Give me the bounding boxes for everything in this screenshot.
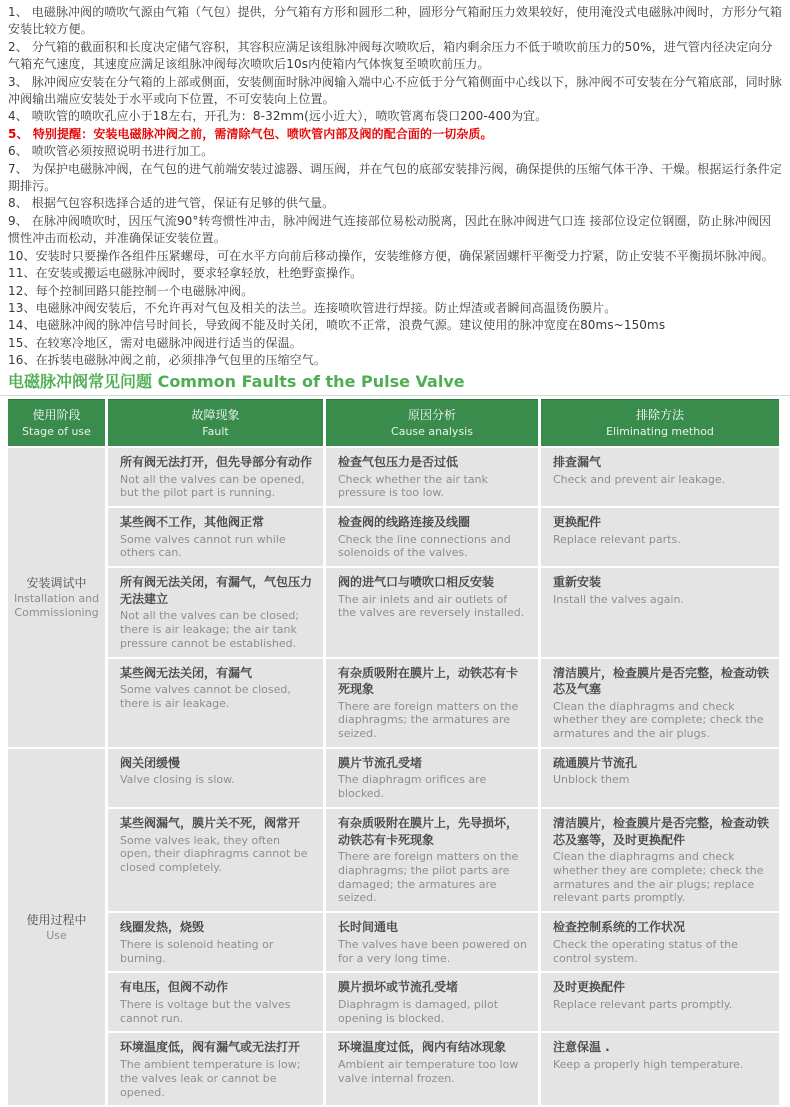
fault-zh: 某些阀漏气，膜片关不死，阀常开 bbox=[120, 816, 301, 831]
method-en: Keep a properly high temperature. bbox=[553, 1057, 744, 1071]
installation-note-warning: 5、 特别提醒：安装电磁脉冲阀之前，需清除气包、喷吹管内部及阀的配合面的一切杂质。 bbox=[8, 126, 493, 141]
cause-cell bbox=[326, 568, 538, 656]
title-divider bbox=[0, 395, 790, 396]
installation-note-4: 4、 喷吹管的喷吹孔应小于18左右，开孔为：8-32mm(远小近大），喷吹管离布袋口200-400为宜。 bbox=[8, 109, 548, 124]
fault-en: There is voltage but the valves cannot run. bbox=[120, 997, 291, 1025]
column-header-stage bbox=[8, 399, 105, 446]
table-row bbox=[8, 913, 779, 971]
header-fault-zh: 故障现象 bbox=[191, 408, 240, 422]
column-header-method bbox=[541, 399, 779, 446]
cause-en: There are foreign matters on the diaphragms; the armatures are seized. bbox=[338, 699, 519, 741]
installation-note-10: 10、安装时只要操作各组件压紧螺母，可在水平方向前后移动操作，安装维修方便，确保紧固螺杆平衡受力拧紧，防止安装不平衡损坏脉冲阀。 bbox=[8, 248, 774, 263]
installation-note-9: 9、 在脉冲阀喷吹时，因压气流90°转弯惯性冲击，脉冲阀进气连接部位易松动脱离，因此在脉冲阀进气口连 接部位设定位钢圈，防止脉冲阀因惯性冲击而松动，并准确保证安装位置。 bbox=[8, 213, 772, 246]
fault-cell bbox=[108, 508, 323, 566]
section-title: 电磁脉冲阀常见问题 Common Faults of the Pulse Valve bbox=[8, 372, 465, 391]
cause-en: Ambient air temperature too low valve internal frozen. bbox=[338, 1057, 519, 1085]
cause-zh: 有杂质吸附在膜片上，动铁芯有卡死现象 bbox=[338, 665, 519, 697]
header-cause-zh: 原因分析 bbox=[407, 408, 456, 422]
fault-zh: 有电压，但阀不动作 bbox=[120, 980, 229, 995]
fault-cell bbox=[108, 973, 323, 1031]
header-row bbox=[8, 399, 779, 446]
method-cell bbox=[541, 1033, 779, 1105]
installation-notes bbox=[8, 4, 782, 368]
installation-note-15: 15、在较寒冷地区，需对电磁脉冲阀进行适当的保温。 bbox=[8, 335, 302, 350]
cause-cell bbox=[326, 1033, 538, 1105]
method-zh: 疏通膜片节流孔 bbox=[553, 755, 638, 770]
installation-note-2: 2、 分气箱的截面积和长度决定储气容积，其容积应满足该组脉冲阀每次喷吹后，箱内剩余压力不低于喷吹前压力的50%，进气管内径决定向分气箱充气速度，其速度应满足该组脉冲阀每次喷吹后10s内使箱内气体恢复至喷吹前压力。 bbox=[8, 39, 773, 72]
fault-zh: 线圈发热，烧毁 bbox=[120, 920, 205, 935]
stage-en: Use bbox=[46, 929, 67, 942]
method-en: Clean the diaphragms and check whether they are complete; check the armatures and the air plugs; replace relevant parts promptly. bbox=[553, 850, 764, 905]
fault-en: Some valves cannot be closed, there is air leakage. bbox=[120, 683, 291, 710]
stage-cell-use bbox=[8, 749, 105, 1105]
column-header-fault bbox=[108, 399, 323, 446]
table-row bbox=[8, 659, 779, 747]
method-zh: 清洁膜片，检查膜片是否完整，检查动铁芯及塞等，及时更换配件 bbox=[553, 816, 770, 847]
cause-zh: 有杂质吸附在膜片上，先导损坏，动铁芯有卡死现象 bbox=[338, 816, 519, 847]
cause-en: The valves have been powered on for a very long time. bbox=[338, 937, 527, 965]
fault-cell bbox=[108, 568, 323, 656]
cause-en: The air inlets and air outlets of the valves are reversely installed. bbox=[338, 592, 525, 620]
table-row bbox=[8, 1033, 779, 1105]
cause-zh: 环境温度过低，阀内有结冰现象 bbox=[338, 1040, 507, 1055]
method-cell bbox=[541, 659, 779, 747]
header-stage-zh: 使用阶段 bbox=[32, 408, 81, 422]
cause-cell bbox=[326, 973, 538, 1031]
fault-cell bbox=[108, 1033, 323, 1105]
installation-note-3: 3、 脉冲阀应安装在分气箱的上部或侧面，安装侧面时脉冲阀输入端中心不应低于分气箱侧面中心线以下，脉冲阀不可安装在分气箱底部，同时脉冲阀输出端应安装处于水平或向下位置，不可安装向上位置。 bbox=[8, 74, 782, 107]
method-cell bbox=[541, 973, 779, 1031]
method-cell bbox=[541, 508, 779, 566]
stage-en: Installation and Commissioning bbox=[13, 592, 100, 620]
fault-zh: 所有阀无法关闭，有漏气，气包压力无法建立 bbox=[120, 575, 313, 606]
table-row bbox=[8, 749, 779, 807]
cause-zh: 检查气包压力是否过低 bbox=[338, 455, 459, 469]
fault-zh: 阀关闭缓慢 bbox=[120, 755, 181, 770]
installation-note-16: 16、在拆装电磁脉冲阀之前，必须排净气包里的压缩空气。 bbox=[8, 353, 326, 368]
cause-zh: 检查阀的线路连接及线圈 bbox=[338, 515, 471, 530]
header-stage-en: Stage of use bbox=[22, 425, 91, 438]
cause-zh: 阀的进气口与喷吹口相反安装 bbox=[338, 575, 495, 590]
method-en: Check the operating status of the control system. bbox=[553, 937, 738, 965]
column-header-cause bbox=[326, 399, 538, 446]
table-row bbox=[8, 508, 779, 566]
installation-note-8: 8、 根据气包容积选择合适的进气管，保证有足够的供气量。 bbox=[8, 196, 335, 211]
cause-zh: 膜片节流孔受堵 bbox=[338, 755, 423, 770]
fault-zh: 某些阀不工作，其他阀正常 bbox=[120, 515, 265, 530]
cause-en: The diaphragm orifices are blocked. bbox=[338, 773, 487, 801]
method-en: Unblock them bbox=[553, 773, 630, 787]
installation-note-11: 11、在安装或搬运电磁脉冲阀时，要求轻拿轻放，杜绝野蛮操作。 bbox=[8, 266, 363, 281]
method-zh: 排查漏气 bbox=[553, 455, 602, 469]
header-fault-en: Fault bbox=[202, 425, 229, 438]
fault-cell bbox=[108, 448, 323, 506]
common-faults-table bbox=[5, 397, 782, 1107]
header-cause-en: Cause analysis bbox=[391, 425, 473, 438]
method-cell bbox=[541, 749, 779, 807]
fault-zh: 环境温度低，阀有漏气或无法打开 bbox=[120, 1040, 301, 1055]
cause-cell bbox=[326, 659, 538, 747]
method-cell bbox=[541, 809, 779, 911]
cause-zh: 长时间通电 bbox=[338, 920, 399, 935]
fault-cell bbox=[108, 809, 323, 911]
fault-en: The ambient temperature is low; the valves leak or cannot be opened. bbox=[120, 1057, 301, 1099]
stage-zh: 使用过程中 bbox=[26, 912, 87, 927]
method-en: Clean the diaphragms and check whether they are complete; check the armatures and the air plugs. bbox=[553, 699, 764, 741]
table-row bbox=[8, 568, 779, 656]
installation-note-14: 14、电磁脉冲阀的脉冲信号时间长，导致阀不能及时关闭，喷吹不正常，浪费气源。建议使用的脉冲宽度在80ms~150ms bbox=[8, 318, 666, 333]
method-en: Install the valves again. bbox=[553, 592, 684, 606]
fault-en: There is solenoid heating or burning. bbox=[120, 937, 274, 965]
table-row bbox=[8, 973, 779, 1031]
fault-zh: 所有阀无法打开，但先导部分有动作 bbox=[120, 455, 313, 469]
installation-note-1: 1、 电磁脉冲阀的喷吹气源由气箱（气包）提供，分气箱有方形和圆形二种，圆形分气箱耐压力效果较好，使用淹没式电磁脉冲阀时，方形分气箱安装比较方便。 bbox=[8, 5, 782, 37]
fault-cell bbox=[108, 749, 323, 807]
installation-note-6: 6、 喷吹管必须按照说明书进行加工。 bbox=[8, 144, 214, 159]
method-zh: 检查控制系统的工作状况 bbox=[553, 920, 686, 935]
header-method-en: Eliminating method bbox=[606, 425, 714, 438]
method-cell bbox=[541, 448, 779, 506]
cause-zh: 膜片损坏或节流孔受堵 bbox=[338, 980, 459, 995]
cause-en: There are foreign matters on the diaphragms; the pilot parts are damaged; the armatures are seized. bbox=[338, 850, 519, 905]
method-cell bbox=[541, 913, 779, 971]
cause-cell bbox=[326, 913, 538, 971]
cause-en: Diaphragm is damaged, pilot opening is blocked. bbox=[338, 997, 499, 1025]
fault-cell bbox=[108, 659, 323, 747]
fault-cell bbox=[108, 913, 323, 971]
header-method-zh: 排除方法 bbox=[635, 408, 684, 422]
fault-en: Valve closing is slow. bbox=[120, 773, 235, 787]
method-cell bbox=[541, 568, 779, 656]
fault-zh: 某些阀无法关闭，有漏气 bbox=[120, 665, 253, 680]
fault-en: Some valves leak, they often open, their diaphragms cannot be closed completely. bbox=[120, 833, 308, 875]
fault-en: Not all the valves can be closed; there is air leakage; the air tank pressure cannot be established. bbox=[120, 609, 300, 650]
stage-cell-installation bbox=[8, 448, 105, 747]
method-zh: 注意保温 . bbox=[553, 1040, 610, 1055]
cause-en: Check whether the air tank pressure is too low. bbox=[338, 472, 488, 500]
installation-note-13: 13、电磁脉冲阀安装后，不允许再对气包及相关的法兰。连接喷吹管进行焊接。防止焊渣或者瞬间高温烫伤膜片。 bbox=[8, 300, 617, 315]
method-zh: 及时更换配件 bbox=[553, 980, 626, 995]
cause-en: Check the line connections and solenoids of the valves. bbox=[338, 532, 511, 560]
method-zh: 重新安装 bbox=[553, 575, 602, 590]
fault-en: Not all the valves can be opened, but the pilot part is running. bbox=[120, 472, 305, 500]
installation-note-7: 7、 为保护电磁脉冲阀，在气包的进气前端安装过滤器、调压阀，并在气包的底部安装排污阀，确保提供的压缩气体干净、干燥。根据运行条件定期排污。 bbox=[8, 161, 782, 194]
method-en: Replace relevant parts. bbox=[553, 532, 681, 546]
method-zh: 清洁膜片，检查膜片是否完整，检查动铁芯及气塞 bbox=[553, 665, 770, 697]
method-en: Check and prevent air leakage. bbox=[553, 472, 726, 486]
cause-cell bbox=[326, 508, 538, 566]
table-row bbox=[8, 448, 779, 506]
cause-cell bbox=[326, 749, 538, 807]
table-row bbox=[8, 809, 779, 911]
installation-note-12: 12、每个控制回路只能控制一个电磁脉冲阀。 bbox=[8, 283, 254, 298]
stage-zh: 安装调试中 bbox=[26, 575, 87, 590]
fault-en: Some valves cannot run while others can. bbox=[120, 532, 286, 560]
method-zh: 更换配件 bbox=[553, 515, 602, 530]
method-en: Replace relevant parts promptly. bbox=[553, 997, 733, 1011]
cause-cell bbox=[326, 809, 538, 911]
cause-cell bbox=[326, 448, 538, 506]
